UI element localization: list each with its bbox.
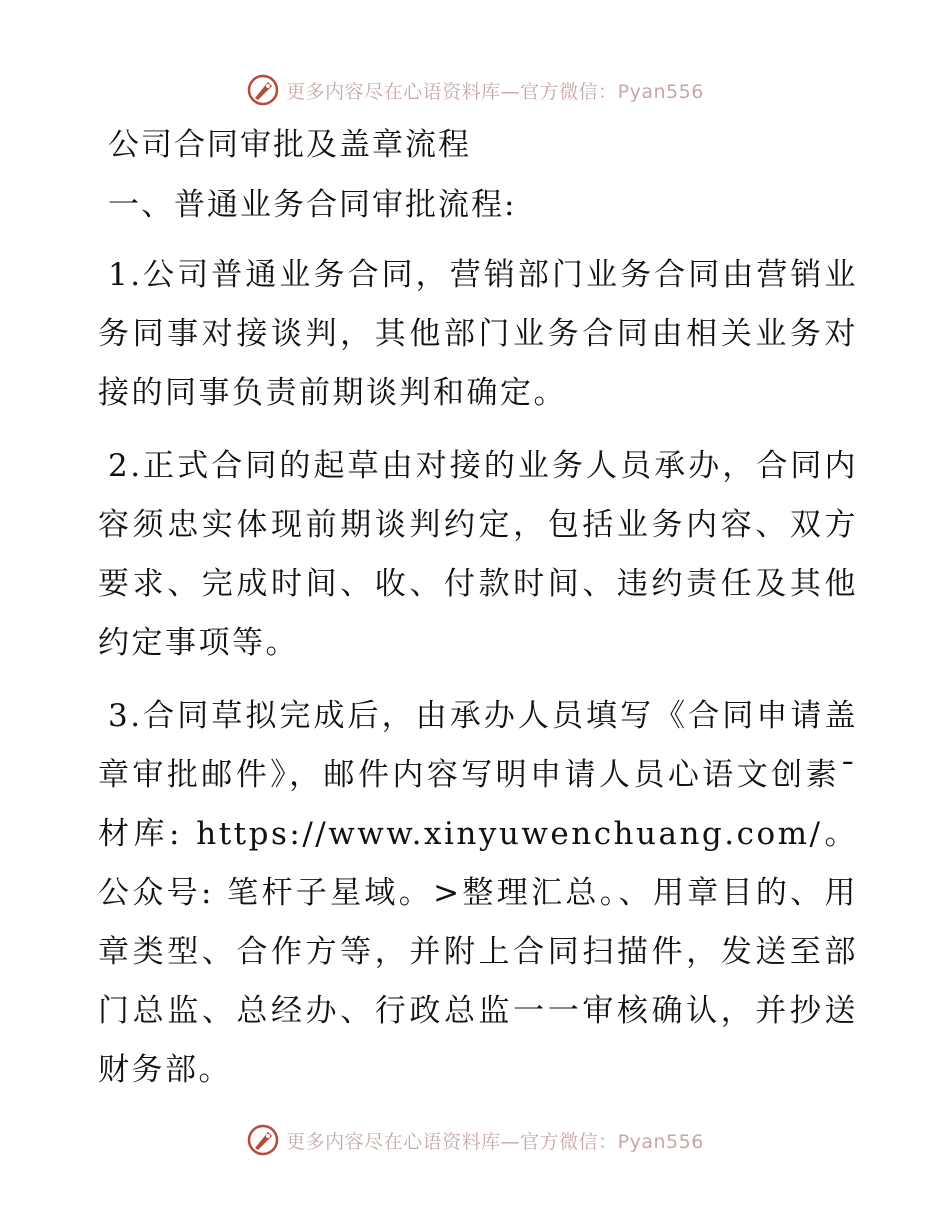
header-banner-text: 更多内容尽在心语资料库—官方微信：Pyan556 [286, 80, 704, 103]
pen-nib-logo-icon [246, 73, 280, 107]
section-heading: 一、普通业务合同审批流程: [108, 187, 517, 223]
document-title: 公司合同审批及盖章流程 [108, 127, 471, 163]
footer-banner-text: 更多内容尽在心语资料库—官方微信：Pyan556 [286, 1130, 704, 1153]
paragraph-3: 3.合同草拟完成后，由承办人员填写《合同申请盖章审批邮件》，邮件内容写明申请人员心语文创素¯材库: https://www.xinyuwenchuang.com/。公众号: 笔杆子星域。>整理汇总。、用章目的、用章类型、合作方等，并附上合同扫描件，发送至部门总监、总经办、行政总监一一审核确认，并抄送财务部。 [98, 698, 858, 1088]
paragraph-2: 2.正式合同的起草由对接的业务人员承办，合同内容须忠实体现前期谈判约定，包括业务内容、双方要求、完成时间、收、付款时间、违约责任及其他约定事项等。 [98, 448, 858, 661]
paragraph-1: 1.公司普通业务合同，营销部门业务合同由营销业务同事对接谈判，其他部门业务合同由相关业务对接的同事负责前期谈判和确定。 [98, 257, 858, 411]
document-body [98, 122, 858, 1114]
header-banner [0, 70, 950, 110]
footer-banner [0, 1120, 950, 1160]
pen-nib-logo-icon [246, 1123, 280, 1157]
